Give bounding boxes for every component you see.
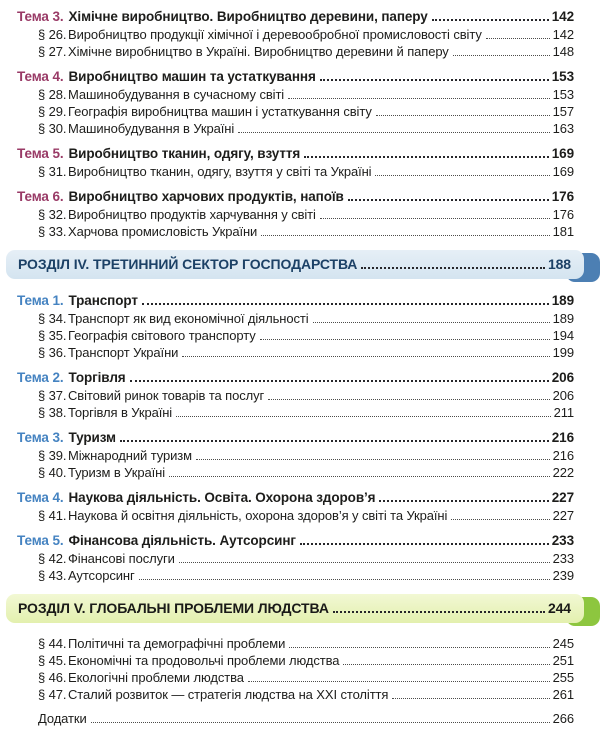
dot-leader bbox=[176, 416, 550, 417]
dot-leader bbox=[182, 356, 549, 357]
theme-heading-row bbox=[0, 144, 600, 163]
part-title: РОЗДІЛ V. ГЛОБАЛЬНІ ПРОБЛЕМИ ЛЮДСТВА bbox=[18, 600, 329, 616]
page-number: 239 bbox=[552, 568, 574, 583]
dot-leader bbox=[375, 175, 549, 176]
dot-leader bbox=[288, 98, 550, 99]
page-number: 216 bbox=[551, 430, 574, 445]
dot-leader bbox=[376, 115, 550, 116]
page-number: 189 bbox=[551, 293, 574, 308]
entry-title: Наукова й освітня діяльність, охорона здоров’я у світі та Україні bbox=[68, 508, 448, 523]
page-number: 244 bbox=[547, 600, 571, 616]
dot-leader bbox=[313, 322, 550, 323]
entry-number: § 26. bbox=[38, 27, 67, 42]
entry-title: Виробництво тканин, одягу, взуття bbox=[68, 146, 301, 161]
dot-leader bbox=[289, 647, 549, 648]
entry-title: Виробництво тканин, одягу, взуття у світі та Україні bbox=[68, 164, 372, 179]
toc-entry-row bbox=[0, 327, 600, 344]
entry-title: Географія виробництва машин і устаткування світу bbox=[68, 104, 372, 119]
entry-number: § 46. bbox=[38, 670, 67, 685]
entry-number: § 41. bbox=[38, 508, 67, 523]
toc-entry-row bbox=[0, 447, 600, 464]
entry-title: Машинобудування в сучасному світі bbox=[68, 87, 285, 102]
entry-title: Географія світового транспорту bbox=[68, 328, 256, 343]
entry-title: Транспорт як вид економічної діяльності bbox=[68, 311, 309, 326]
entry-number: § 30. bbox=[38, 121, 67, 136]
toc-entry-row bbox=[0, 86, 600, 103]
entry-title: Транспорт bbox=[68, 293, 138, 308]
page-number: 222 bbox=[552, 465, 574, 480]
toc-entry-row bbox=[0, 344, 600, 361]
toc-entry-row bbox=[0, 567, 600, 584]
entry-number: § 43. bbox=[38, 568, 67, 583]
page-number: 216 bbox=[552, 448, 574, 463]
theme-heading-row bbox=[0, 67, 600, 86]
page-number: 169 bbox=[552, 164, 574, 179]
theme-group bbox=[0, 67, 600, 137]
part-band bbox=[6, 594, 584, 623]
toc-entry-row bbox=[0, 310, 600, 327]
dot-leader bbox=[343, 664, 549, 665]
dot-leader bbox=[300, 543, 549, 545]
toc-entry-row bbox=[0, 120, 600, 137]
page-number: 188 bbox=[547, 256, 571, 272]
dot-leader bbox=[320, 218, 550, 219]
entry-number: § 45. bbox=[38, 653, 67, 668]
entry-title: Міжнародний туризм bbox=[68, 448, 192, 463]
toc-entry-row bbox=[0, 550, 600, 567]
entry-number: Тема 5. bbox=[17, 146, 64, 161]
dot-leader bbox=[333, 611, 545, 613]
entry-number: § 33. bbox=[38, 224, 67, 239]
dot-leader bbox=[392, 698, 549, 699]
theme-group bbox=[0, 291, 600, 361]
entry-number: § 34. bbox=[38, 311, 67, 326]
entry-number: § 35. bbox=[38, 328, 67, 343]
page-number: 251 bbox=[552, 653, 574, 668]
page-number: 153 bbox=[551, 69, 574, 84]
page-number: 169 bbox=[551, 146, 574, 161]
toc-entry-row bbox=[0, 43, 600, 60]
entry-number: § 32. bbox=[38, 207, 67, 222]
toc-entry-row bbox=[0, 26, 600, 43]
theme-group bbox=[0, 368, 600, 421]
page-number: 163 bbox=[552, 121, 574, 136]
theme-heading-row bbox=[0, 531, 600, 550]
entry-title: Виробництво машин та устаткування bbox=[68, 69, 316, 84]
dot-leader bbox=[196, 459, 550, 460]
entry-title: Хімічне виробництво. Виробництво деревини, паперу bbox=[68, 9, 428, 24]
entry-number: § 44. bbox=[38, 636, 67, 651]
dot-leader bbox=[453, 55, 550, 56]
entry-title: Торгівля bbox=[68, 370, 126, 385]
entry-title: Аутсорсинг bbox=[68, 568, 135, 583]
entry-number: Тема 4. bbox=[17, 490, 64, 505]
page-number: 206 bbox=[551, 370, 574, 385]
entry-number: Тема 5. bbox=[17, 533, 64, 548]
toc-entry-row bbox=[0, 652, 600, 669]
page-number: 153 bbox=[552, 87, 574, 102]
entry-title: Торгівля в Україні bbox=[68, 405, 173, 420]
entry-number: § 38. bbox=[38, 405, 67, 420]
entry-number: § 42. bbox=[38, 551, 67, 566]
page-number: 261 bbox=[552, 687, 574, 702]
entry-number: § 39. bbox=[38, 448, 67, 463]
entry-title: Сталий розвиток — стратегія людства на XXI століття bbox=[68, 687, 389, 702]
entry-number: Тема 2. bbox=[17, 370, 64, 385]
part-heading bbox=[0, 594, 600, 623]
entry-number: Тема 3. bbox=[17, 9, 64, 24]
entry-number: Тема 3. bbox=[17, 430, 64, 445]
entry-title: Політичні та демографічні проблеми bbox=[68, 636, 286, 651]
page-number: 227 bbox=[551, 490, 574, 505]
entry-title: Світовий ринок товарів та послуг bbox=[68, 388, 265, 403]
theme-heading-row bbox=[0, 291, 600, 310]
entry-title: Фінансова діяльність. Аутсорсинг bbox=[68, 533, 296, 548]
dot-leader bbox=[179, 562, 550, 563]
entry-number: Тема 1. bbox=[17, 293, 64, 308]
theme-heading-row bbox=[0, 7, 600, 26]
entry-title: Виробництво харчових продуктів, напоїв bbox=[68, 189, 344, 204]
page-number: 233 bbox=[552, 551, 574, 566]
theme-group bbox=[0, 531, 600, 584]
appendix-row bbox=[0, 710, 600, 727]
page-number: 176 bbox=[551, 189, 574, 204]
entry-number: § 37. bbox=[38, 388, 67, 403]
theme-heading-row bbox=[0, 187, 600, 206]
dot-leader bbox=[486, 38, 550, 39]
page-number: 266 bbox=[552, 711, 574, 726]
dot-leader bbox=[379, 500, 548, 502]
page-number: 181 bbox=[552, 224, 574, 239]
entry-title: Туризм bbox=[68, 430, 116, 445]
dot-leader bbox=[304, 156, 549, 158]
toc-entry-row bbox=[0, 223, 600, 240]
dot-leader bbox=[169, 476, 550, 477]
dot-leader bbox=[142, 303, 549, 305]
theme-group bbox=[0, 488, 600, 524]
dot-leader bbox=[320, 79, 549, 81]
entry-title: Виробництво продукції хімічної і деревообробної промисловості світу bbox=[68, 27, 482, 42]
part-title: РОЗДІЛ IV. ТРЕТИННИЙ СЕКТОР ГОСПОДАРСТВА bbox=[18, 256, 358, 272]
entry-number: Тема 6. bbox=[17, 189, 64, 204]
entry-number: Тема 4. bbox=[17, 69, 64, 84]
entry-number: § 36. bbox=[38, 345, 67, 360]
page-number: 142 bbox=[552, 27, 574, 42]
page-number: 194 bbox=[552, 328, 574, 343]
entry-number: § 47. bbox=[38, 687, 67, 702]
dot-leader bbox=[248, 681, 550, 682]
entry-title: Туризм в Україні bbox=[68, 465, 165, 480]
theme-heading-row bbox=[0, 488, 600, 507]
dot-leader bbox=[361, 267, 545, 269]
page-number: 176 bbox=[552, 207, 574, 222]
theme-group bbox=[0, 7, 600, 60]
part-band bbox=[6, 250, 584, 279]
page-number: 206 bbox=[552, 388, 574, 403]
page-number: 199 bbox=[552, 345, 574, 360]
entry-title: Наукова діяльність. Освіта. Охорона здоров’я bbox=[68, 490, 376, 505]
page-number: 233 bbox=[551, 533, 574, 548]
toc-entry-row bbox=[0, 507, 600, 524]
dot-leader bbox=[451, 519, 549, 520]
entry-number: § 40. bbox=[38, 465, 67, 480]
dot-leader bbox=[348, 199, 549, 201]
entry-number: § 27. bbox=[38, 44, 67, 59]
entry-title: Фінансові послуги bbox=[68, 551, 175, 566]
dot-leader bbox=[139, 579, 550, 580]
page-number: 255 bbox=[552, 670, 574, 685]
theme-group bbox=[0, 187, 600, 240]
toc-entry-row bbox=[0, 635, 600, 652]
toc-entry-row bbox=[0, 464, 600, 481]
entry-title: Економічні та продовольчі проблеми людства bbox=[68, 653, 340, 668]
page-number: 142 bbox=[551, 9, 574, 24]
dot-leader bbox=[91, 722, 550, 723]
toc-entry-row bbox=[0, 686, 600, 703]
page-number: 227 bbox=[552, 508, 574, 523]
toc-entry-row bbox=[0, 206, 600, 223]
part-heading bbox=[0, 250, 600, 279]
paragraph-list bbox=[0, 635, 600, 703]
entry-title: Екологічні проблеми людства bbox=[68, 670, 244, 685]
theme-group bbox=[0, 428, 600, 481]
page-number: 245 bbox=[552, 636, 574, 651]
toc-entry-row bbox=[0, 387, 600, 404]
toc-entry-row bbox=[0, 669, 600, 686]
entry-title: Транспорт України bbox=[68, 345, 179, 360]
page-number: 157 bbox=[552, 104, 574, 119]
dot-leader bbox=[120, 440, 549, 442]
theme-heading-row bbox=[0, 428, 600, 447]
dot-leader bbox=[432, 19, 549, 21]
dot-leader bbox=[268, 399, 549, 400]
theme-heading-row bbox=[0, 368, 600, 387]
toc-entry-row bbox=[0, 103, 600, 120]
entry-title: Додатки bbox=[38, 711, 87, 726]
page-number: 148 bbox=[552, 44, 574, 59]
dot-leader bbox=[238, 132, 549, 133]
entry-number: § 31. bbox=[38, 164, 67, 179]
toc-entry-row bbox=[0, 163, 600, 180]
entry-number: § 28. bbox=[38, 87, 67, 102]
dot-leader bbox=[261, 235, 549, 236]
entry-title: Машинобудування в Україні bbox=[68, 121, 235, 136]
entry-title: Виробництво продуктів харчування у світі bbox=[68, 207, 316, 222]
dot-leader bbox=[260, 339, 550, 340]
toc-entry-row bbox=[0, 404, 600, 421]
entry-number: § 29. bbox=[38, 104, 67, 119]
entry-title: Харчова промисловість України bbox=[68, 224, 258, 239]
theme-group bbox=[0, 144, 600, 180]
entry-title: Хімічне виробництво в Україні. Виробництво деревини й паперу bbox=[68, 44, 449, 59]
page-number: 211 bbox=[553, 405, 574, 420]
dot-leader bbox=[130, 380, 549, 382]
page-number: 189 bbox=[552, 311, 574, 326]
